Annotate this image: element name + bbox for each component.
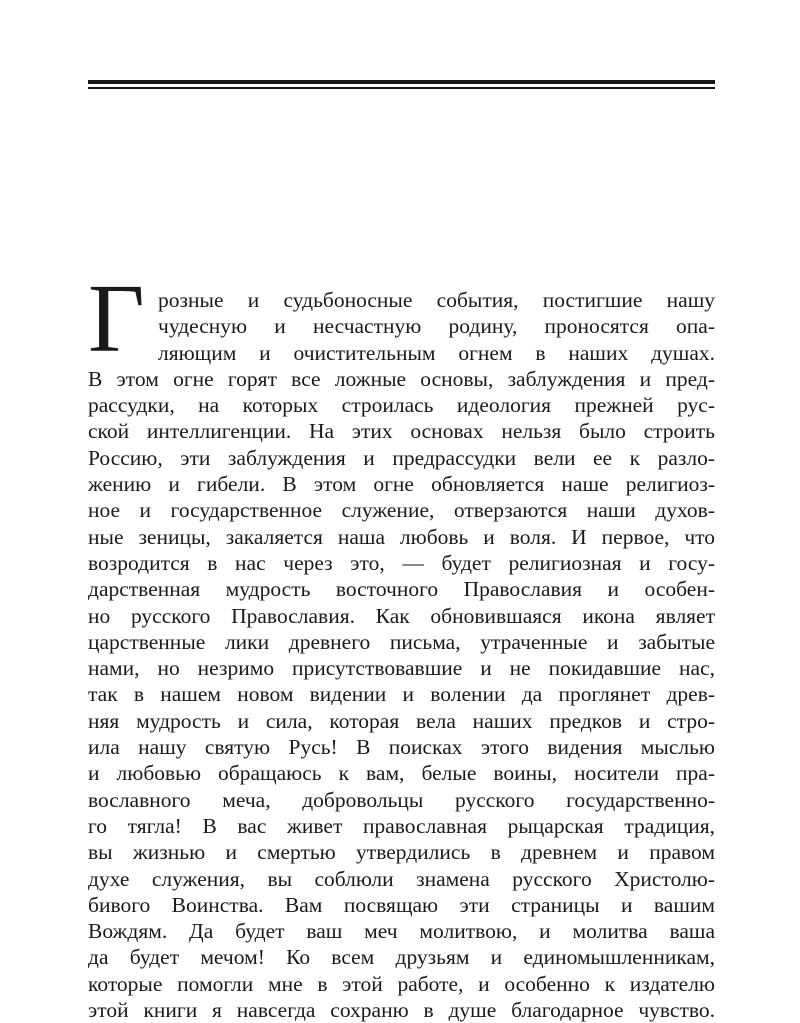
text-line: ляющим и очистительным огнем в наших душах. — [158, 340, 715, 365]
text-line: бивого Воинства. Вам посвящаю эти страницы и вашим — [88, 892, 715, 917]
text-line: вы жизнью и смертью утвердились в древнем и правом — [88, 840, 715, 865]
text-line: ила нашу святую Русь! В поисках этого видения мыслью — [88, 735, 715, 760]
text-line: нами, но незримо присутствовавшие и не покидавшие нас, — [88, 656, 715, 681]
text-line: ное и государственное служение, отверзаются наши духов- — [88, 498, 715, 523]
text-line: Россию, эти заблуждения и предрассудки вели ее к разло- — [88, 445, 715, 470]
text-line: возродится в нас через это, — будет религиозная и госу- — [88, 550, 715, 575]
drop-cap: Г — [88, 265, 145, 373]
body-paragraph — [88, 287, 715, 1023]
text-line: ской интеллигенции. На этих основах нельзя было строить — [88, 419, 715, 444]
text-line: дарственная мудрость восточного Православия и особен- — [88, 577, 715, 602]
text-line: да будет мечом! Ко всем друзьям и единомышленникам, — [88, 945, 715, 970]
text-line: рассудки, на которых строилась идеология прежней рус- — [88, 393, 715, 418]
text-line: вославного меча, добровольцы русского государственно- — [88, 787, 715, 812]
text-line: и любовью обращаюсь к вам, белые воины, носители пра- — [88, 761, 715, 786]
header-rule-thick — [88, 80, 715, 84]
text-line: ные зеницы, закаляется наша любовь и воля. И первое, что — [88, 524, 715, 549]
text-line: розные и судьбоносные события, постигшие нашу — [158, 288, 715, 312]
text-line: царственные лики древнего письма, утраченные и забытые — [88, 629, 715, 654]
text-line: В этом огне горят все ложные основы, заблуждения и пред- — [88, 366, 715, 391]
header-rule-thin — [88, 87, 715, 89]
text-line: го тягла! В вас живет православная рыцарская традиция, — [88, 813, 715, 838]
text-line: этой книги я навсегда сохраню в душе благодарное чувство. — [88, 998, 715, 1023]
text-line: которые помогли мне в этой работе, и особенно к издателю — [88, 971, 715, 996]
text-line: духе служения, вы соблюли знамена русского Христолю- — [88, 866, 715, 891]
text-line: няя мудрость и сила, которая вела наших предков и стро- — [88, 708, 715, 733]
text-line: так в нашем новом видении и волении да проглянет древ- — [88, 682, 715, 707]
text-line: Вождям. Да будет ваш меч молитвою, и молитва ваша — [88, 919, 715, 944]
text-line: жению и гибели. В этом огне обновляется наше религиоз- — [88, 472, 715, 497]
text-line: чудесную и несчастную родину, проносятся опа- — [158, 314, 715, 339]
text-line: но русского Православия. Как обновившаяся икона являет — [88, 603, 715, 628]
